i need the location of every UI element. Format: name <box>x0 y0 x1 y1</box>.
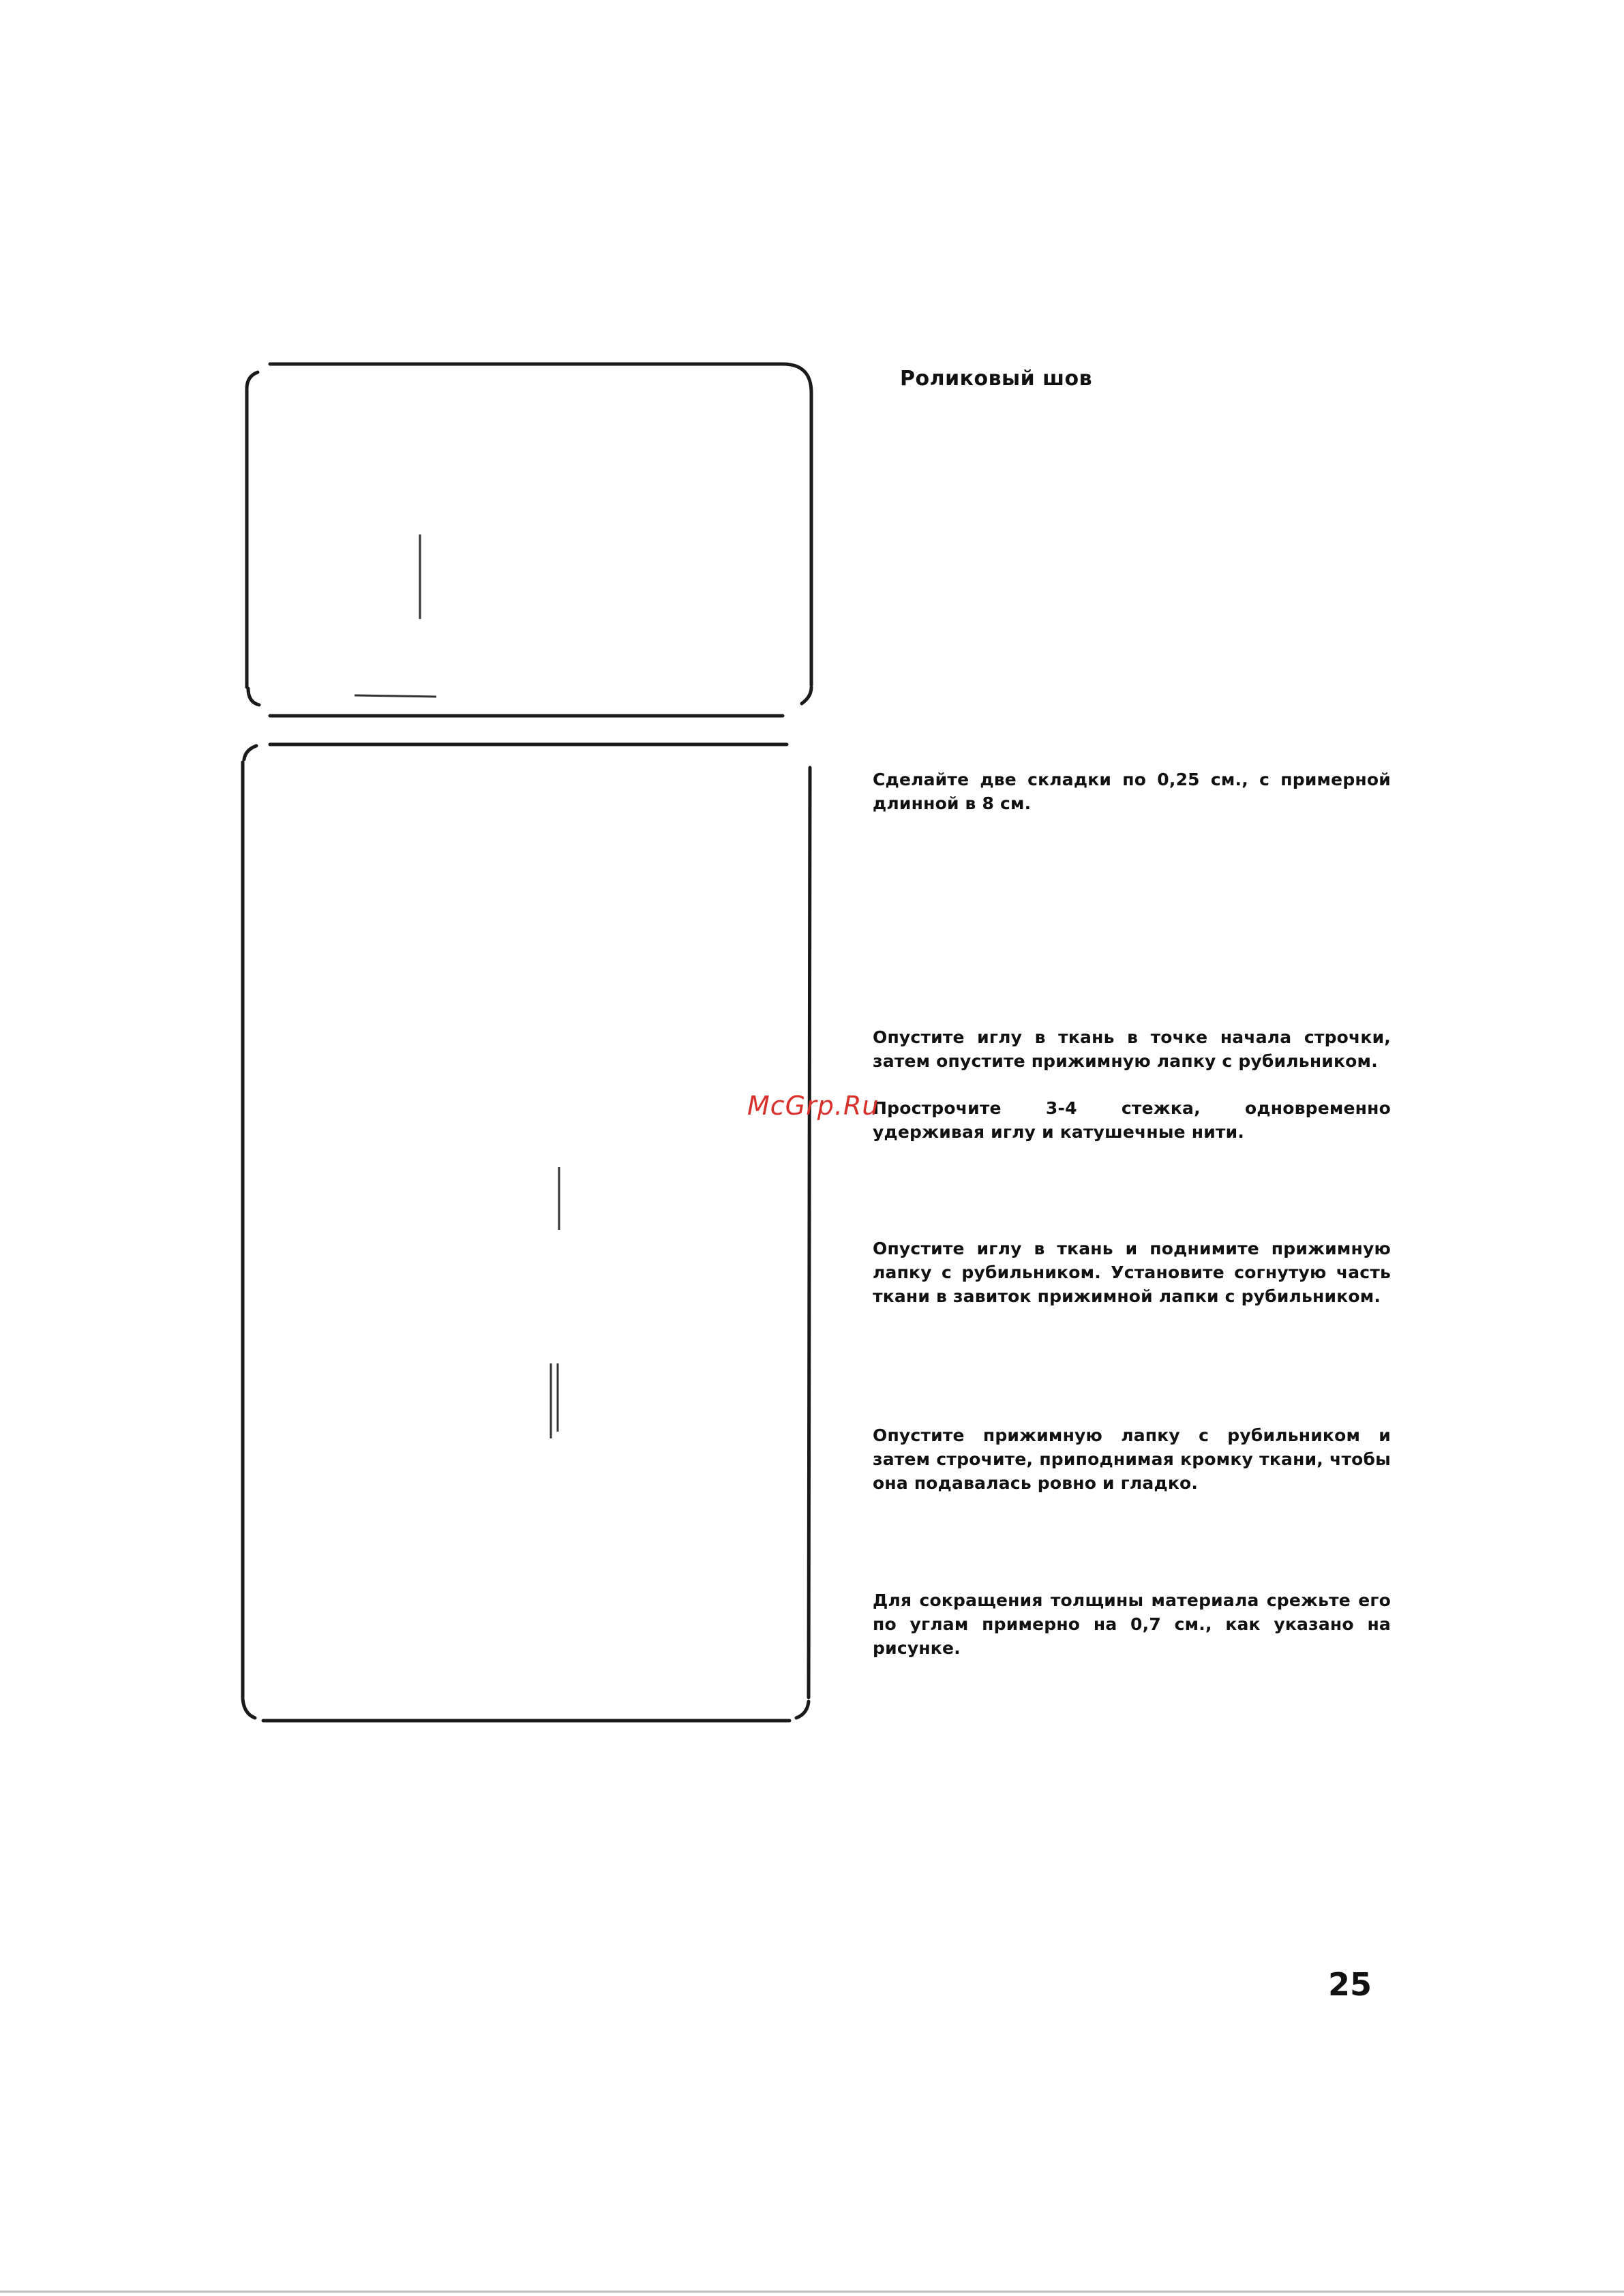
instruction-paragraph: Опустите иглу в ткань и поднимите прижимную лапку с рубильником. Установите согнутую часть ткани в завиток прижимной лапки с рубильником. <box>873 1239 1391 1306</box>
bottom-illustration-frame <box>243 744 810 1721</box>
section-title: Роликовый шов <box>900 367 1093 391</box>
instruction-paragraph: Прострочите 3-4 стежка, одновременно удерживая иглу и катушечные нити. <box>873 1098 1391 1142</box>
watermark: McGrp.Ru <box>747 1091 879 1121</box>
instruction-paragraph: Для сокращения толщины материала срежьте его по углам примерно на 0,7 см., как указано на рисунке. <box>873 1590 1391 1658</box>
page-number: 25 <box>1328 1966 1372 2003</box>
instruction-paragraph: Опустите иглу в ткань в точке начала строчки, затем опустите прижимную лапку с рубильником. <box>873 1027 1391 1071</box>
instruction-paragraph: Сделайте две складки по 0,25 см., с примерной длинной в 8 см. <box>873 770 1391 813</box>
bottom-divider <box>0 2291 1624 2293</box>
top-illustration-frame <box>247 364 811 716</box>
instruction-paragraph: Опустите прижимную лапку с рубильником и затем строчите, приподнимая кромку ткани, чтобы она подавалась ровно и гладко. <box>873 1425 1391 1493</box>
